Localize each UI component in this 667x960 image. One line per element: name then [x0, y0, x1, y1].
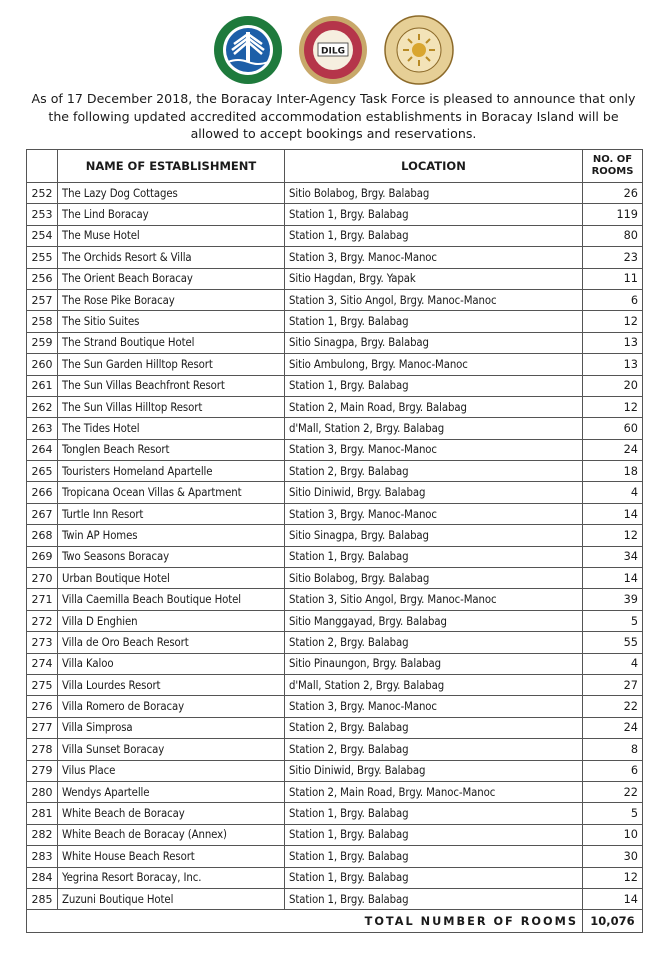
establishment-name: White House Beach Resort [58, 846, 285, 867]
room-count: 14 [583, 568, 643, 589]
establishment-location: Station 1, Brgy. Balabag [285, 546, 583, 567]
establishment-location: Station 2, Main Road, Brgy. Manoc-Manoc [285, 781, 583, 802]
table-row [27, 867, 643, 888]
table-row [27, 482, 643, 503]
establishment-location: Sitio Pinaungon, Brgy. Balabag [285, 653, 583, 674]
row-number: 257 [27, 289, 58, 310]
row-number: 255 [27, 247, 58, 268]
header-rooms-line2: ROOMS [591, 166, 634, 177]
room-count: 27 [583, 674, 643, 695]
establishment-name: The Orchids Resort & Villa [58, 247, 285, 268]
table-row [27, 589, 643, 610]
row-number: 282 [27, 824, 58, 845]
row-number: 277 [27, 717, 58, 738]
table-row [27, 396, 643, 417]
total-label-text: TOTAL NUMBER OF ROOMS [364, 914, 578, 928]
table-row [27, 268, 643, 289]
establishment-location: Station 2, Brgy. Balabag [285, 461, 583, 482]
establishment-location: Sitio Diniwid, Brgy. Balabag [285, 482, 583, 503]
room-count: 5 [583, 610, 643, 631]
table-row [27, 568, 643, 589]
row-number: 275 [27, 674, 58, 695]
room-count: 12 [583, 867, 643, 888]
table-row [27, 439, 643, 460]
room-count: 20 [583, 375, 643, 396]
total-label [27, 910, 583, 933]
table-body [27, 183, 643, 910]
row-number: 253 [27, 204, 58, 225]
table-row [27, 311, 643, 332]
room-count: 10 [583, 824, 643, 845]
room-count: 13 [583, 332, 643, 353]
room-count: 6 [583, 760, 643, 781]
header-rooms [583, 150, 643, 183]
row-number: 270 [27, 568, 58, 589]
table-row [27, 418, 643, 439]
room-count: 11 [583, 268, 643, 289]
establishment-location: Sitio Manggayad, Brgy. Balabag [285, 610, 583, 631]
establishment-location: Sitio Sinagpa, Brgy. Balabag [285, 525, 583, 546]
establishment-location: Station 1, Brgy. Balabag [285, 824, 583, 845]
row-number: 273 [27, 632, 58, 653]
establishment-location: Station 3, Sitio Angol, Brgy. Manoc-Manoc [285, 289, 583, 310]
table-row [27, 739, 643, 760]
table-row [27, 503, 643, 524]
establishment-location: Sitio Sinagpa, Brgy. Balabag [285, 332, 583, 353]
establishment-location: Station 2, Brgy. Balabag [285, 739, 583, 760]
room-count: 18 [583, 461, 643, 482]
room-count: 12 [583, 525, 643, 546]
row-number: 259 [27, 332, 58, 353]
row-number: 283 [27, 846, 58, 867]
row-number: 279 [27, 760, 58, 781]
row-number: 262 [27, 396, 58, 417]
establishment-location: Station 1, Brgy. Balabag [285, 867, 583, 888]
table-row [27, 803, 643, 824]
establishment-name: Villa D Enghien [58, 610, 285, 631]
total-row [27, 910, 643, 933]
establishment-name: The Orient Beach Boracay [58, 268, 285, 289]
establishment-location: Station 1, Brgy. Balabag [285, 888, 583, 909]
room-count: 30 [583, 846, 643, 867]
room-count: 23 [583, 247, 643, 268]
establishment-name: The Lind Boracay [58, 204, 285, 225]
table-row [27, 653, 643, 674]
agency-logos [0, 0, 667, 88]
denr-seal-icon [212, 14, 284, 86]
establishment-name: White Beach de Boracay [58, 803, 285, 824]
announcement-text: As of 17 December 2018, the Boracay Inter-Agency Task Force is pleased to announce that only the following updated accredited accommodation establishments in Boracay Island will be allowed to accept bookings and reservations. [31, 91, 636, 141]
table-row [27, 888, 643, 909]
establishments-table [26, 149, 643, 933]
header-number [27, 150, 58, 183]
establishment-name: Villa Kaloo [58, 653, 285, 674]
row-number: 285 [27, 888, 58, 909]
establishment-name: Yegrina Resort Boracay, Inc. [58, 867, 285, 888]
row-number: 272 [27, 610, 58, 631]
table-row [27, 525, 643, 546]
room-count: 4 [583, 653, 643, 674]
room-count: 55 [583, 632, 643, 653]
establishment-location: Station 3, Brgy. Manoc-Manoc [285, 247, 583, 268]
room-count: 22 [583, 696, 643, 717]
establishment-location: Station 2, Main Road, Brgy. Balabag [285, 396, 583, 417]
table-row [27, 846, 643, 867]
establishment-location: Station 1, Brgy. Balabag [285, 375, 583, 396]
establishment-name: Villa Caemilla Beach Boutique Hotel [58, 589, 285, 610]
establishment-name: Villa Romero de Boracay [58, 696, 285, 717]
row-number: 268 [27, 525, 58, 546]
room-count: 8 [583, 739, 643, 760]
row-number: 281 [27, 803, 58, 824]
room-count: 14 [583, 888, 643, 909]
establishment-name: Villa Simprosa [58, 717, 285, 738]
row-number: 278 [27, 739, 58, 760]
table-row [27, 183, 643, 204]
establishment-location: Station 2, Brgy. Balabag [285, 717, 583, 738]
room-count: 119 [583, 204, 643, 225]
establishment-location: d'Mall, Station 2, Brgy. Balabag [285, 418, 583, 439]
establishment-name: Wendys Apartelle [58, 781, 285, 802]
total-value: 10,076 [583, 910, 643, 933]
room-count: 39 [583, 589, 643, 610]
table-header-row [27, 150, 643, 183]
establishment-name: The Sun Villas Beachfront Resort [58, 375, 285, 396]
table-row [27, 354, 643, 375]
table-row [27, 717, 643, 738]
establishment-name: Touristers Homeland Apartelle [58, 461, 285, 482]
table-row [27, 461, 643, 482]
dilg-text: DILG [321, 46, 345, 57]
row-number: 256 [27, 268, 58, 289]
table-row [27, 632, 643, 653]
establishment-name: The Sitio Suites [58, 311, 285, 332]
room-count: 12 [583, 311, 643, 332]
row-number: 280 [27, 781, 58, 802]
establishment-name: Twin AP Homes [58, 525, 285, 546]
room-count: 26 [583, 183, 643, 204]
establishment-name: White Beach de Boracay (Annex) [58, 824, 285, 845]
establishment-name: The Sun Garden Hilltop Resort [58, 354, 285, 375]
dilg-seal-icon [297, 14, 369, 86]
establishment-location: d'Mall, Station 2, Brgy. Balabag [285, 674, 583, 695]
establishment-name: The Tides Hotel [58, 418, 285, 439]
room-count: 4 [583, 482, 643, 503]
room-count: 6 [583, 289, 643, 310]
establishment-location: Station 1, Brgy. Balabag [285, 225, 583, 246]
row-number: 260 [27, 354, 58, 375]
establishment-location: Station 3, Sitio Angol, Brgy. Manoc-Manoc [285, 589, 583, 610]
establishment-location: Station 1, Brgy. Balabag [285, 204, 583, 225]
table-row [27, 610, 643, 631]
establishment-name: The Muse Hotel [58, 225, 285, 246]
establishment-name: Urban Boutique Hotel [58, 568, 285, 589]
establishment-location: Station 1, Brgy. Balabag [285, 311, 583, 332]
establishment-name: Villa Lourdes Resort [58, 674, 285, 695]
row-number: 254 [27, 225, 58, 246]
table-row [27, 247, 643, 268]
establishment-name: Villa de Oro Beach Resort [58, 632, 285, 653]
table-row [27, 225, 643, 246]
row-number: 265 [27, 461, 58, 482]
establishment-name: Turtle Inn Resort [58, 503, 285, 524]
establishment-name: Villa Sunset Boracay [58, 739, 285, 760]
establishment-name: The Sun Villas Hilltop Resort [58, 396, 285, 417]
establishment-location: Sitio Diniwid, Brgy. Balabag [285, 760, 583, 781]
room-count: 22 [583, 781, 643, 802]
room-count: 80 [583, 225, 643, 246]
row-number: 276 [27, 696, 58, 717]
header-name: NAME OF ESTABLISHMENT [58, 150, 285, 183]
row-number: 252 [27, 183, 58, 204]
room-count: 24 [583, 717, 643, 738]
row-number: 284 [27, 867, 58, 888]
establishment-location: Station 3, Brgy. Manoc-Manoc [285, 503, 583, 524]
table-row [27, 760, 643, 781]
establishment-name: Tropicana Ocean Villas & Apartment [58, 482, 285, 503]
establishment-location: Sitio Bolabog, Brgy. Balabag [285, 568, 583, 589]
room-count: 24 [583, 439, 643, 460]
table-row [27, 674, 643, 695]
table-row [27, 332, 643, 353]
establishment-location: Sitio Bolabog, Brgy. Balabag [285, 183, 583, 204]
header-rooms-line1: NO. OF [592, 154, 633, 165]
establishment-name: Vilus Place [58, 760, 285, 781]
establishment-location: Station 1, Brgy. Balabag [285, 846, 583, 867]
room-count: 34 [583, 546, 643, 567]
table-row [27, 824, 643, 845]
row-number: 269 [27, 546, 58, 567]
table-row [27, 289, 643, 310]
establishment-name: The Lazy Dog Cottages [58, 183, 285, 204]
establishment-name: Tonglen Beach Resort [58, 439, 285, 460]
establishment-name: Zuzuni Boutique Hotel [58, 888, 285, 909]
table-row [27, 781, 643, 802]
row-number: 271 [27, 589, 58, 610]
row-number: 274 [27, 653, 58, 674]
establishment-location: Station 3, Brgy. Manoc-Manoc [285, 696, 583, 717]
establishment-location: Station 2, Brgy. Balabag [285, 632, 583, 653]
row-number: 258 [27, 311, 58, 332]
header-location: LOCATION [285, 150, 583, 183]
table-row [27, 204, 643, 225]
establishment-name: Two Seasons Boracay [58, 546, 285, 567]
row-number: 263 [27, 418, 58, 439]
row-number: 261 [27, 375, 58, 396]
room-count: 14 [583, 503, 643, 524]
row-number: 267 [27, 503, 58, 524]
establishment-name: The Strand Boutique Hotel [58, 332, 285, 353]
dot-seal-icon [383, 14, 455, 86]
row-number: 264 [27, 439, 58, 460]
establishment-location: Station 1, Brgy. Balabag [285, 803, 583, 824]
table-row [27, 546, 643, 567]
establishment-location: Sitio Hagdan, Brgy. Yapak [285, 268, 583, 289]
establishment-location: Sitio Ambulong, Brgy. Manoc-Manoc [285, 354, 583, 375]
room-count: 60 [583, 418, 643, 439]
table-row [27, 696, 643, 717]
table-row [27, 375, 643, 396]
establishment-name: The Rose Pike Boracay [58, 289, 285, 310]
row-number: 266 [27, 482, 58, 503]
room-count: 13 [583, 354, 643, 375]
establishment-location: Station 3, Brgy. Manoc-Manoc [285, 439, 583, 460]
room-count: 5 [583, 803, 643, 824]
room-count: 12 [583, 396, 643, 417]
